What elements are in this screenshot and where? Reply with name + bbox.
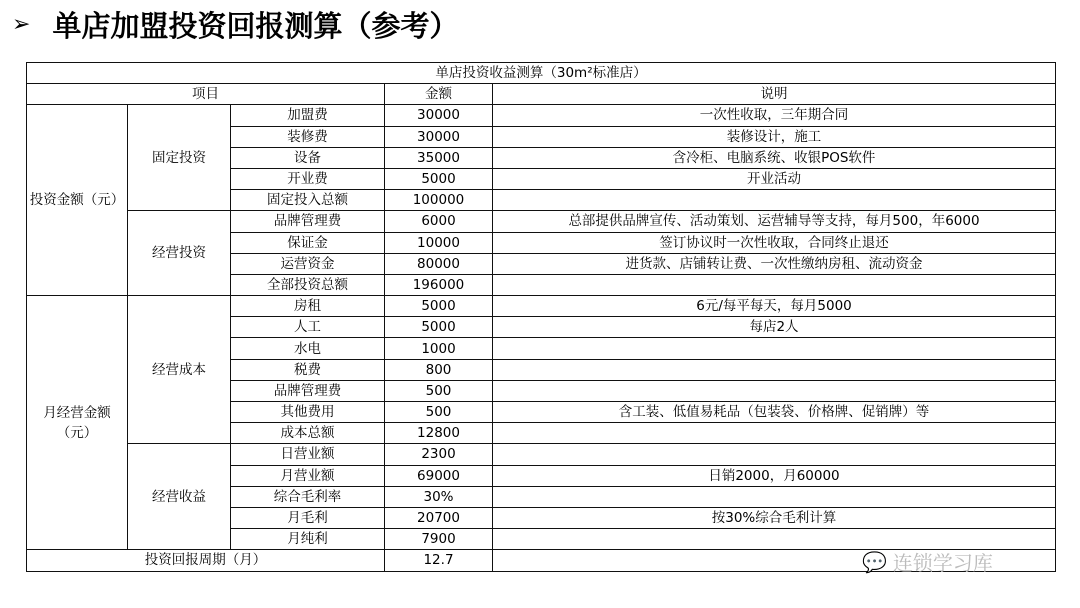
note-cell: 按30%综合毛利计算 xyxy=(493,507,1056,528)
amount-cell: 500 xyxy=(385,380,493,401)
table-row xyxy=(27,211,1056,232)
investment-table xyxy=(26,62,1056,572)
amount-cell: 5000 xyxy=(385,168,493,189)
item-cell: 日营业额 xyxy=(231,444,385,465)
amount-cell: 30000 xyxy=(385,126,493,147)
item-cell: 月纯利 xyxy=(231,529,385,550)
amount-cell: 7900 xyxy=(385,529,493,550)
amount-cell: 5000 xyxy=(385,296,493,317)
group-label: 固定投资 xyxy=(128,105,231,211)
item-cell: 品牌管理费 xyxy=(231,211,385,232)
group-label: 经营投资 xyxy=(128,211,231,296)
item-cell: 房租 xyxy=(231,296,385,317)
wechat-icon: 💬 xyxy=(862,549,887,574)
amount-cell: 12800 xyxy=(385,423,493,444)
header-row xyxy=(27,84,1056,105)
item-cell: 装修费 xyxy=(231,126,385,147)
section-label: 月经营金额（元） xyxy=(27,296,128,550)
amount-cell: 5000 xyxy=(385,317,493,338)
note-cell xyxy=(493,444,1056,465)
note-cell xyxy=(493,274,1056,295)
item-cell: 月营业额 xyxy=(231,465,385,486)
amount-cell: 10000 xyxy=(385,232,493,253)
item-cell: 成本总额 xyxy=(231,423,385,444)
payback-amount: 12.7 xyxy=(385,550,493,571)
amount-cell: 500 xyxy=(385,402,493,423)
watermark xyxy=(862,547,993,576)
note-cell: 每店2人 xyxy=(493,317,1056,338)
item-cell: 水电 xyxy=(231,338,385,359)
header-item: 项目 xyxy=(27,84,385,105)
item-cell: 月毛利 xyxy=(231,507,385,528)
amount-cell: 69000 xyxy=(385,465,493,486)
note-cell xyxy=(493,486,1056,507)
item-cell: 税费 xyxy=(231,359,385,380)
amount-cell: 800 xyxy=(385,359,493,380)
note-cell: 装修设计，施工 xyxy=(493,126,1056,147)
item-cell: 综合毛利率 xyxy=(231,486,385,507)
note-cell: 一次性收取，三年期合同 xyxy=(493,105,1056,126)
watermark-text: 连锁学习库 xyxy=(892,551,993,575)
note-cell xyxy=(493,423,1056,444)
amount-cell: 35000 xyxy=(385,147,493,168)
table-title: 单店投资收益测算（30m²标准店） xyxy=(27,63,1056,84)
amount-cell: 1000 xyxy=(385,338,493,359)
amount-cell: 2300 xyxy=(385,444,493,465)
note-cell: 日销2000，月60000 xyxy=(493,465,1056,486)
group-label: 经营收益 xyxy=(128,444,231,550)
note-cell xyxy=(493,359,1056,380)
note-cell: 签订协议时一次性收取，合同终止退还 xyxy=(493,232,1056,253)
note-cell: 含工装、低值易耗品（包装袋、价格牌、促销牌）等 xyxy=(493,402,1056,423)
table-row xyxy=(27,444,1056,465)
group-label: 经营成本 xyxy=(128,296,231,444)
table-title-row xyxy=(27,63,1056,84)
arrow-bullet-icon: ➢ xyxy=(12,12,31,37)
payback-label: 投资回报周期（月） xyxy=(27,550,385,571)
note-cell: 开业活动 xyxy=(493,168,1056,189)
item-cell: 加盟费 xyxy=(231,105,385,126)
item-cell: 人工 xyxy=(231,317,385,338)
header-amount: 金额 xyxy=(385,84,493,105)
note-cell: 含冷柜、电脑系统、收银POS软件 xyxy=(493,147,1056,168)
table-row xyxy=(27,296,1056,317)
note-cell xyxy=(493,338,1056,359)
amount-cell: 6000 xyxy=(385,211,493,232)
amount-cell: 80000 xyxy=(385,253,493,274)
header-note: 说明 xyxy=(493,84,1056,105)
page-title-text: 单店加盟投资回报测算（参考） xyxy=(52,9,459,43)
item-cell: 全部投资总额 xyxy=(231,274,385,295)
item-cell: 设备 xyxy=(231,147,385,168)
item-cell: 保证金 xyxy=(231,232,385,253)
note-cell: 6元/每平每天，每月5000 xyxy=(493,296,1056,317)
note-cell xyxy=(493,380,1056,401)
section-label: 投资金额（元） xyxy=(27,105,128,296)
note-cell: 进货款、店铺转让费、一次性缴纳房租、流动资金 xyxy=(493,253,1056,274)
page-title xyxy=(12,4,458,45)
item-cell: 其他费用 xyxy=(231,402,385,423)
amount-cell: 30% xyxy=(385,486,493,507)
note-cell: 总部提供品牌宣传、活动策划、运营辅导等支持，每月500，年6000 xyxy=(493,211,1056,232)
amount-cell: 100000 xyxy=(385,190,493,211)
amount-cell: 30000 xyxy=(385,105,493,126)
table-row xyxy=(27,105,1056,126)
item-cell: 运营资金 xyxy=(231,253,385,274)
item-cell: 开业费 xyxy=(231,168,385,189)
note-cell xyxy=(493,190,1056,211)
item-cell: 品牌管理费 xyxy=(231,380,385,401)
item-cell: 固定投入总额 xyxy=(231,190,385,211)
amount-cell: 196000 xyxy=(385,274,493,295)
amount-cell: 20700 xyxy=(385,507,493,528)
